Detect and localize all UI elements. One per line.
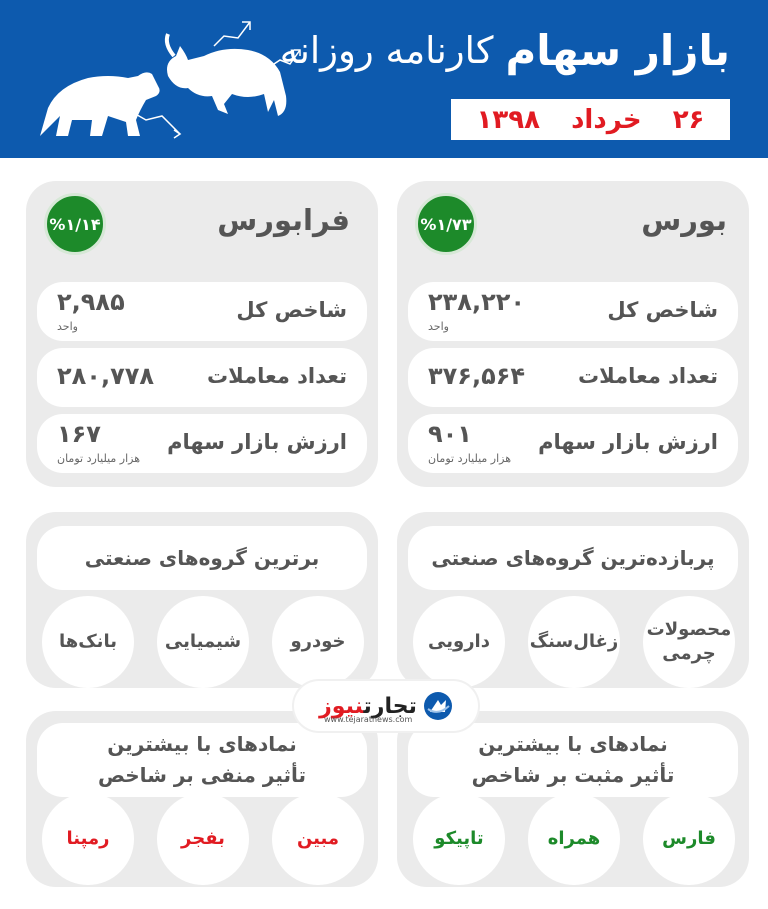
farabourse-change-badge: %۱/۱۴: [44, 193, 106, 255]
positive-symbols-title-pill: [408, 723, 738, 797]
header-banner: [0, 0, 768, 158]
bourse-row-value: [408, 414, 738, 473]
positive-symbol-item: فارس: [643, 793, 735, 885]
top-group-item: بانک‌ها: [42, 596, 134, 688]
farabourse-card: [26, 181, 378, 487]
top-group-item: خودرو: [272, 596, 364, 688]
bourse-heading: بورس: [641, 203, 727, 237]
negative-symbols-card: [26, 711, 378, 887]
title-bold: بازار سهام: [505, 25, 730, 75]
tejaratnews-logo-icon: [423, 691, 453, 721]
date-month: خرداد: [571, 104, 642, 135]
bull-bear-icon: [28, 16, 303, 146]
date-year: ۱۳۹۸: [476, 104, 541, 135]
bourse-row-index: [408, 282, 738, 341]
farabourse-index-value: ۲,۹۸۵: [57, 288, 125, 316]
negative-symbol-item: بفجر: [157, 793, 249, 885]
farabourse-index-unit: واحد: [57, 320, 78, 333]
date-box: [451, 99, 730, 140]
bourse-change-badge: %۱/۷۳: [415, 193, 477, 255]
traded-group-item: محصولات چرمی: [643, 596, 735, 688]
traded-groups-title: پربازده‌ترین گروه‌های صنعتی: [431, 546, 715, 570]
positive-symbols-card: [397, 711, 749, 887]
positive-symbol-item: تاپیکو: [413, 793, 505, 885]
farabourse-index-label: شاخص کل: [236, 298, 347, 322]
bourse-row-trades: [408, 348, 738, 407]
bourse-value-label: ارزش بازار سهام: [538, 430, 718, 454]
bourse-card: [397, 181, 749, 487]
positive-symbols-title-line1: نمادهای با بیشترین: [478, 732, 668, 756]
bourse-index-label: شاخص کل: [607, 298, 718, 322]
positive-symbols-title-line2: تأثیر مثبت بر شاخص: [471, 763, 675, 787]
bourse-value-unit: هزار میلیارد تومان: [428, 452, 512, 465]
top-group-item: شیمیایی: [157, 596, 249, 688]
top-groups-title: برترین گروه‌های صنعتی: [84, 546, 320, 570]
farabourse-value-unit: هزار میلیارد تومان: [57, 452, 141, 465]
positive-symbol-item: همراه: [528, 793, 620, 885]
bourse-trades-value: ۳۷۶,۵۶۴: [428, 362, 526, 390]
logo-name-black: تجارت: [363, 693, 417, 719]
negative-symbols-title-pill: [37, 723, 367, 797]
bourse-index-unit: واحد: [428, 320, 449, 333]
negative-symbols-title-line1: نمادهای با بیشترین: [107, 732, 297, 756]
bourse-value-value: ۹۰۱: [428, 420, 472, 448]
bourse-trades-label: تعداد معاملات: [578, 364, 718, 388]
traded-groups-title-pill: [408, 526, 738, 590]
traded-group-item: زغال‌سنگ: [528, 596, 620, 688]
negative-symbols-title-line2: تأثیر منفی بر شاخص: [97, 763, 307, 787]
farabourse-row-trades: [37, 348, 367, 407]
farabourse-value-value: ۱۶۷: [57, 420, 101, 448]
logo-name-red: نیوز: [319, 693, 364, 719]
farabourse-row-index: [37, 282, 367, 341]
farabourse-row-value: [37, 414, 367, 473]
farabourse-trades-value: ۲۸۰,۷۷۸: [57, 362, 155, 390]
bourse-index-value: ۲۳۸,۲۲۰: [428, 288, 526, 316]
top-groups-title-pill: [37, 526, 367, 590]
negative-symbol-item: رمپنا: [42, 793, 134, 885]
farabourse-trades-label: تعداد معاملات: [207, 364, 347, 388]
farabourse-heading: فرابورس: [217, 203, 350, 237]
farabourse-value-label: ارزش بازار سهام: [167, 430, 347, 454]
title-light: کارنامه روزانه: [279, 28, 494, 72]
traded-groups-card: [397, 512, 749, 688]
page-title: [280, 18, 730, 82]
tejaratnews-logo: [294, 681, 478, 731]
date-day: ۲۶: [672, 104, 705, 135]
logo-url: www.tejaratnews.com: [324, 715, 413, 724]
traded-group-item: دارویی: [413, 596, 505, 688]
top-groups-card: [26, 512, 378, 688]
negative-symbol-item: مبین: [272, 793, 364, 885]
